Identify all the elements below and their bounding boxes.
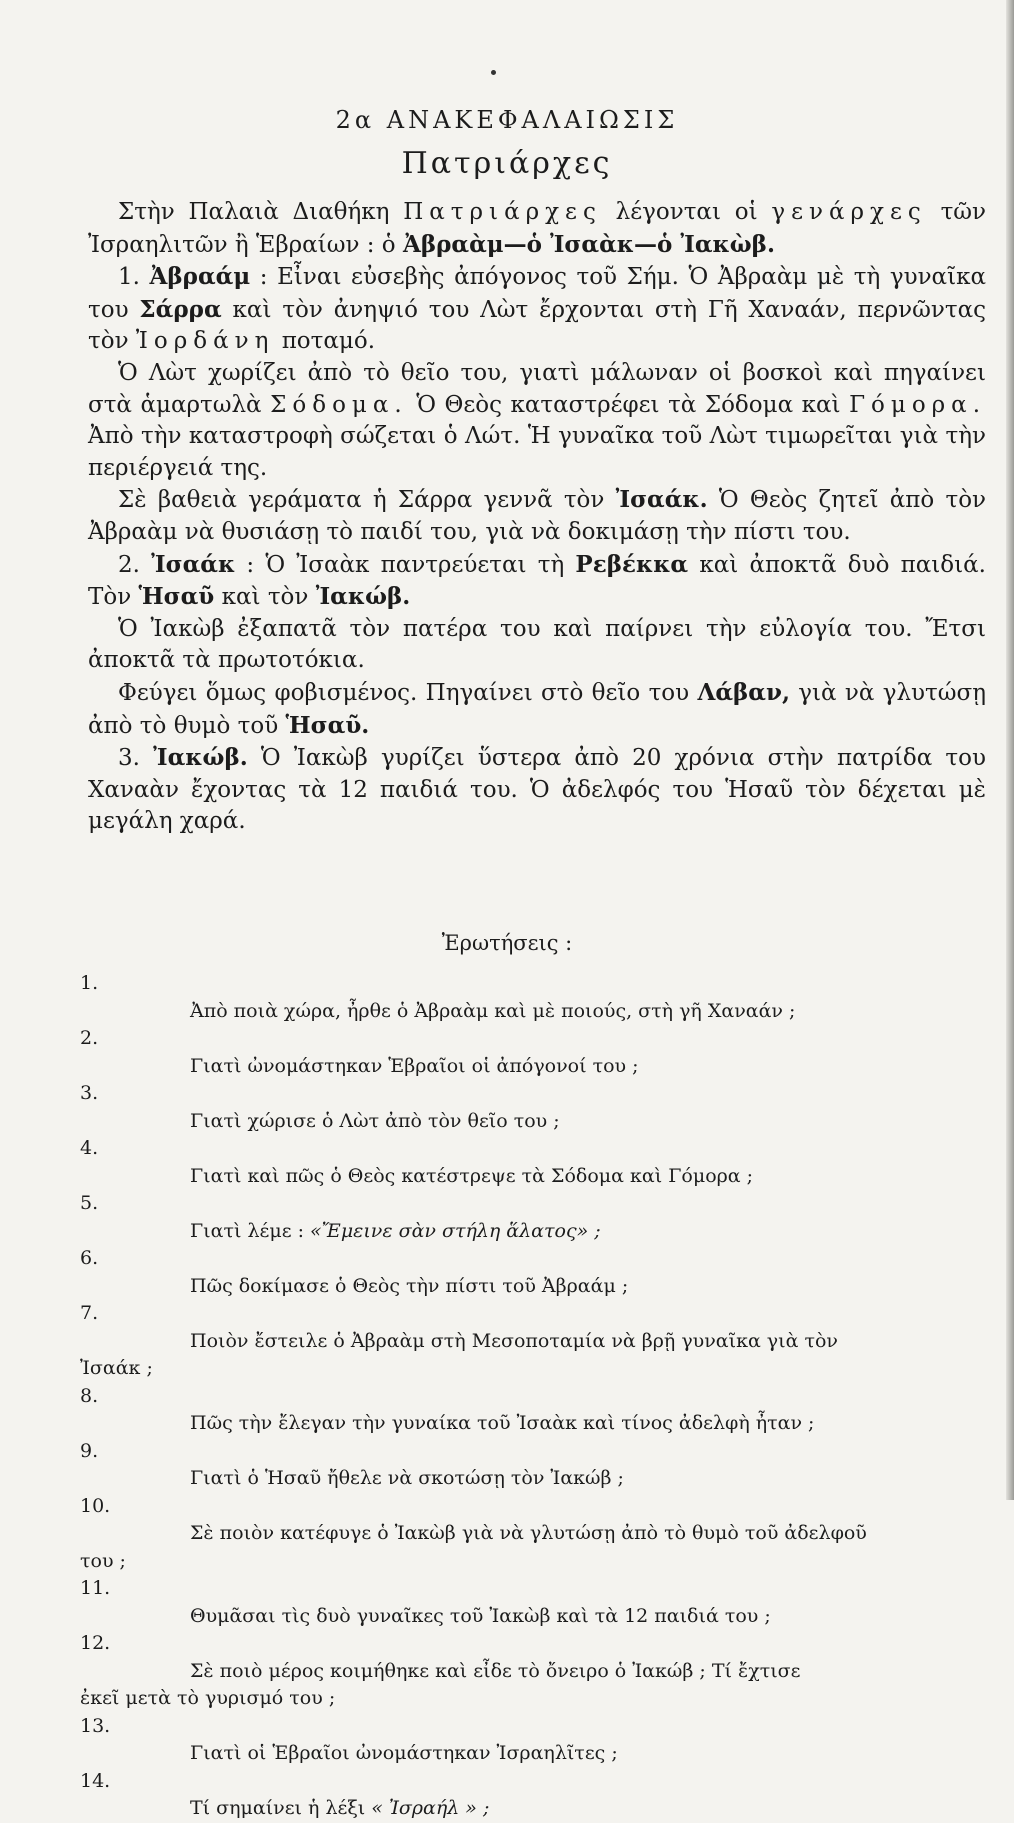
question-number: 14. bbox=[80, 1769, 111, 1792]
intro-text: Στὴν Παλαιὰ Διαθήκη bbox=[118, 199, 390, 225]
question-text: Ποιὸν ἔστειλε ὁ Ἀβραὰμ στὴ Μεσοποταμία νὰ βρῇ γυναῖκα γιὰ τὸν bbox=[190, 1329, 838, 1352]
question-item bbox=[80, 1190, 990, 1245]
paragraph-text: καὶ τὸν bbox=[221, 584, 309, 611]
question-number: 4. bbox=[80, 1137, 99, 1159]
section-number: 3. bbox=[118, 745, 140, 772]
paragraph-text: ποταμό. bbox=[281, 328, 376, 355]
paragraph-text: : Εἶναι εὐσεβὴς ἀπόγονος τοῦ Σήμ. Ὁ Ἀβραὰμ μὲ τὴ γυναῖκα του bbox=[88, 264, 987, 323]
term-sodom: Σόδομα. bbox=[270, 391, 408, 418]
questions-heading: Ἐρωτήσεις : bbox=[441, 931, 573, 955]
question-text: Γιατὶ καὶ πῶς ὁ Θεὸς κατέστρεψε τὰ Σόδομα καὶ Γόμορα ; bbox=[190, 1164, 754, 1187]
section-heading: 2α ΑΝΑΚΕΦΑΛΑΙΩΣΙΣ bbox=[335, 106, 679, 134]
name-abraham: Ἀβραάμ bbox=[149, 263, 251, 291]
paragraph-text: καὶ τὸν ἀνηψιό του Λὼτ ἔρχονται στὴ Γῆ Χαναάν, περνῶντας τὸν bbox=[88, 296, 987, 355]
question-item bbox=[80, 1383, 990, 1438]
question-text: Γιατὶ ὠνομάστηκαν Ἑβραῖοι οἱ ἀπόγονοί του ; bbox=[190, 1054, 639, 1077]
question-item bbox=[80, 1575, 990, 1630]
paragraph-text: γιὰ νὰ γλυτώσῃ ἀπὸ τὸ θυμὸ τοῦ bbox=[88, 679, 986, 739]
question-item bbox=[80, 1135, 990, 1190]
paragraph-text: Φεύγει ὅμως φοβισμένος. Πηγαίνει στὸ θεῖο του bbox=[118, 679, 690, 706]
question-text: Γιατὶ λέμε : bbox=[190, 1219, 304, 1242]
lot-paragraph bbox=[88, 358, 986, 484]
patriarch-names: Ἀβραὰμ—ὁ Ἰσαὰκ—ὁ Ἰακὼβ. bbox=[402, 230, 775, 258]
intro-paragraph bbox=[88, 197, 986, 261]
question-number: 5. bbox=[80, 1192, 99, 1214]
question-quote: «Ἔμεινε σὰν στήλη ἅλατος» ; bbox=[310, 1219, 601, 1242]
question-item bbox=[80, 1438, 990, 1493]
question-number: 6. bbox=[80, 1247, 99, 1269]
question-number: 10. bbox=[80, 1494, 111, 1517]
blessing-paragraph bbox=[88, 614, 986, 677]
summary-text bbox=[88, 197, 986, 838]
name-rebecca: Ρεβέκκα bbox=[575, 550, 689, 578]
paragraph-text: Ὁ Θεὸς καταστρέφει τὰ Σόδομα καὶ bbox=[416, 391, 841, 418]
question-continuation: ἐκεῖ μετὰ τὸ γυρισμό του ; bbox=[80, 1687, 336, 1709]
page-edge-shadow bbox=[1006, 0, 1014, 1500]
question-text: Τί σημαίνει ἡ λέξι bbox=[190, 1797, 366, 1819]
paragraph-text: Ὁ Ἰακὼβ ἐξαπατᾶ τὸν πατέρα του καὶ παίρνει τὴν εὐλογία του. Ἔτσι ἀποκτᾶ τὰ πρωτοτόκια. bbox=[88, 615, 986, 674]
question-number: 7. bbox=[80, 1302, 99, 1324]
term-genarchs: γενάρχες bbox=[771, 199, 927, 225]
question-quote: « Ἰσραήλ » ; bbox=[371, 1797, 490, 1819]
question-number: 8. bbox=[80, 1384, 99, 1407]
question-item bbox=[80, 1713, 990, 1768]
section-number: 2. bbox=[118, 551, 140, 578]
question-number: 3. bbox=[80, 1082, 99, 1104]
paragraph-text: : Ὁ Ἰσαὰκ παντρεύεται τὴ bbox=[246, 551, 565, 578]
question-number: 11. bbox=[80, 1577, 111, 1599]
name-isaac: Ἰσαάκ bbox=[151, 550, 236, 578]
questions-list bbox=[80, 970, 990, 1823]
isaac-birth-paragraph bbox=[88, 484, 986, 548]
question-text: Γιατὶ χώρισε ὁ Λὼτ ἀπὸ τὸν θεῖο του ; bbox=[190, 1109, 560, 1132]
ink-dot bbox=[491, 70, 496, 75]
isaac-paragraph bbox=[88, 549, 986, 614]
paragraph-text: Σὲ βαθειὰ γεράματα ἡ Σάρρα γεννᾶ τὸν bbox=[118, 487, 605, 514]
paragraph-text: Ἀπὸ τὴν καταστροφὴ σώζεται ὁ Λώτ. Ἡ γυναῖκα τοῦ Λὼτ τιμωρεῖται γιὰ τὴν περιέργειά της. bbox=[88, 423, 986, 481]
question-number: 9. bbox=[80, 1439, 99, 1462]
paragraph-text: Ὁ Θεὸς ζητεῖ ἀπὸ τὸν Ἀβραὰμ νὰ θυσιάσῃ τὸ παιδί του, γιὰ νὰ δοκιμάσῃ τὴν πίστι του. bbox=[88, 487, 987, 545]
question-text: Σὲ ποιὸν κατέφυγε ὁ Ἰακὼβ γιὰ νὰ γλυτώσῃ ἀπὸ τὸ θυμὸ τοῦ ἀδελφοῦ bbox=[190, 1522, 867, 1544]
question-item bbox=[80, 1025, 990, 1080]
question-item bbox=[80, 1630, 990, 1713]
paragraph-text: καὶ ἀποκτᾶ δυὸ παιδιά. Τὸν bbox=[88, 551, 986, 611]
question-continuation: του ; bbox=[80, 1549, 126, 1572]
question-item bbox=[80, 1245, 990, 1300]
paragraph-text: Ὁ Ἰακὼβ γυρίζει ὕστερα ἀπὸ 20 χρόνια στὴν πατρίδα του Χαναὰν ἔχοντας τὰ 12 παιδιά του. Ὁ ἀδελφός του Ἡσαῦ τὸν δέχεται μὲ μεγάλη χαρά. bbox=[88, 745, 986, 835]
question-number: 2. bbox=[80, 1027, 99, 1049]
question-number: 13. bbox=[80, 1714, 111, 1737]
term-patriarchs: Πατριάρχες bbox=[403, 199, 602, 225]
name-esau: Ἡσαῦ. bbox=[285, 711, 370, 739]
question-text: Σὲ ποιὸ μέρος κοιμήθηκε καὶ εἶδε τὸ ὄνειρο ὁ Ἰακώβ ; Τί ἔχτισε bbox=[190, 1659, 801, 1682]
question-item bbox=[80, 1768, 990, 1823]
jacob-paragraph bbox=[88, 742, 986, 838]
paragraph-text: Ὁ Λὼτ χωρίζει ἀπὸ τὸ θεῖο του, γιατὶ μάλωναν οἱ βοσκοὶ καὶ πηγαίνει στὰ ἁμαρτωλὰ bbox=[88, 359, 986, 418]
flight-paragraph bbox=[88, 677, 986, 742]
question-number: 1. bbox=[80, 972, 99, 994]
name-laban: Λάβαν, bbox=[697, 678, 790, 706]
question-text: Γιατὶ ὁ Ἡσαῦ ἤθελε νὰ σκοτώσῃ τὸν Ἰακώβ ; bbox=[190, 1467, 624, 1489]
question-item bbox=[80, 1080, 990, 1135]
question-item bbox=[80, 1300, 990, 1383]
section-number: 1. bbox=[118, 264, 140, 291]
question-item bbox=[80, 1493, 990, 1576]
question-item bbox=[80, 970, 990, 1025]
question-text: Πῶς δοκίμασε ὁ Θεὸς τὴν πίστι τοῦ Ἀβραάμ ; bbox=[190, 1274, 629, 1297]
question-text: Θυμᾶσαι τὶς δυὸ γυναῖκες τοῦ Ἰακὼβ καὶ τὰ 12 παιδιά του ; bbox=[190, 1604, 771, 1627]
question-continuation: Ἰσαάκ ; bbox=[80, 1357, 153, 1379]
question-number: 12. bbox=[80, 1632, 111, 1654]
intro-text: λέγονται οἱ bbox=[615, 199, 758, 225]
page-title: Πατριάρχες bbox=[401, 146, 613, 181]
question-text: Πῶς τὴν ἔλεγαν τὴν γυναίκα τοῦ Ἰσαὰκ καὶ τίνος ἀδελφὴ ἦταν ; bbox=[190, 1412, 815, 1434]
name-isaac: Ἰσαάκ. bbox=[615, 486, 708, 514]
term-jordan: Ἰορδάνη bbox=[135, 328, 275, 355]
name-jacob: Ἰακώβ. bbox=[315, 583, 411, 611]
abraham-paragraph bbox=[88, 261, 986, 358]
question-text: Γιατὶ οἱ Ἑβραῖοι ὠνομάστηκαν Ἰσραηλῖτες ; bbox=[190, 1742, 618, 1764]
name-esau: Ἡσαῦ bbox=[138, 583, 215, 611]
question-text: Ἀπὸ ποιὰ χώρα, ἦρθε ὁ Ἀβραὰμ καὶ μὲ ποιούς, στὴ γῆ Χαναάν ; bbox=[190, 999, 796, 1022]
name-jacob: Ἰακώβ. bbox=[153, 744, 248, 772]
intro-text: τῶν Ἰσραηλιτῶν ἢ Ἑβραίων : ὁ bbox=[88, 199, 987, 258]
name-sarah: Σάρρα bbox=[139, 295, 222, 323]
term-gomorrah: Γόμορα. bbox=[849, 391, 987, 418]
